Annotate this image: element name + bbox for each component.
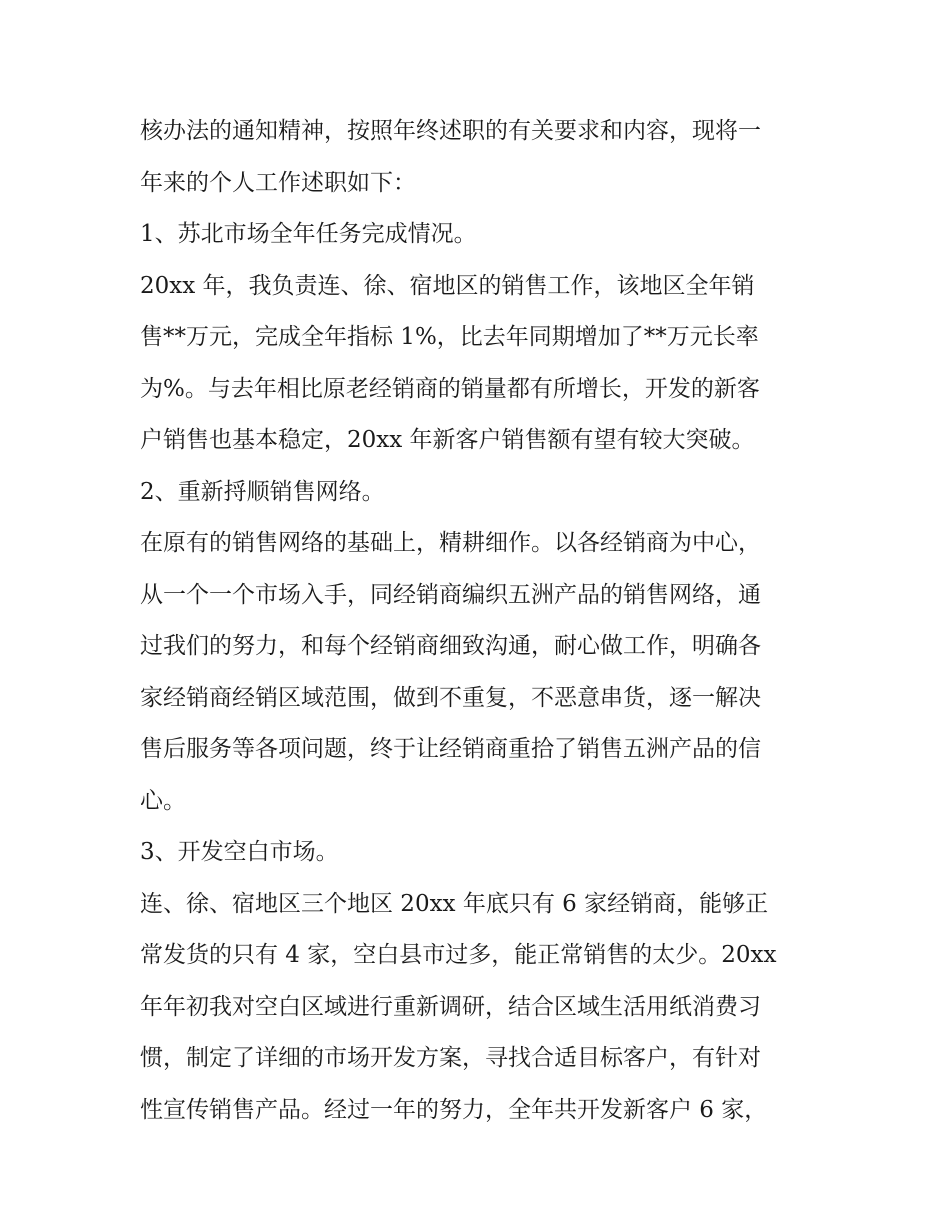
text-line: 户销售也基本稳定，20xx 年新客户销售额有望有较大突破。 [140,427,755,453]
text-line: 年来的个人工作述职如下： [140,169,416,196]
text-line: 售**万元，完成全年指标 1%，比去年同期增加了**万元长率 [140,324,759,350]
text-line: 在原有的销售网络的基础上，精耕细作。以各经销商为中心， [140,530,761,556]
text-line: 心。 [140,787,186,814]
text-line: 20xx 年，我负责连、徐、宿地区的销售工作，该地区全年销 [140,272,755,299]
text-line: 家经销商经销区域范围，做到不重复，不恶意串货，逐一解决 [140,684,761,711]
text-line: 连、徐、宿地区三个地区 20xx 年底只有 6 家经销商，能够正 [140,890,769,917]
text-line: 核办法的通知精神，按照年终述职的有关要求和内容，现将一 [140,118,761,144]
section-heading: 2、重新捋顺销售网络。 [140,478,385,505]
text-line: 常发货的只有 4 家，空白县市过多，能正常销售的太少。20xx [140,942,777,968]
text-line: 为%。与去年相比原老经销商的销量都有所增长，开发的新客 [140,375,760,402]
text-line: 从一个一个市场入手，同经销商编织五洲产品的销售网络，通 [140,581,761,608]
text-line: 年年初我对空白区域进行重新调研，结合区域生活用纸消费习 [140,993,761,1020]
text-line: 惯，制定了详细的市场开发方案，寻找合适目标客户，有针对 [140,1045,761,1071]
section-heading: 1、苏北市场全年任务完成情况。 [140,221,477,247]
document-body [140,106,820,1136]
text-line: 性宣传销售产品。经过一年的努力，全年共开发新客户 6 家， [140,1096,768,1123]
text-line: 过我们的努力，和每个经销商细致沟通，耐心做工作，明确各 [140,633,761,659]
section-heading: 3、开发空白市场。 [140,839,339,865]
text-line: 售后服务等各项问题，终于让经销商重拾了销售五洲产品的信 [140,736,761,762]
